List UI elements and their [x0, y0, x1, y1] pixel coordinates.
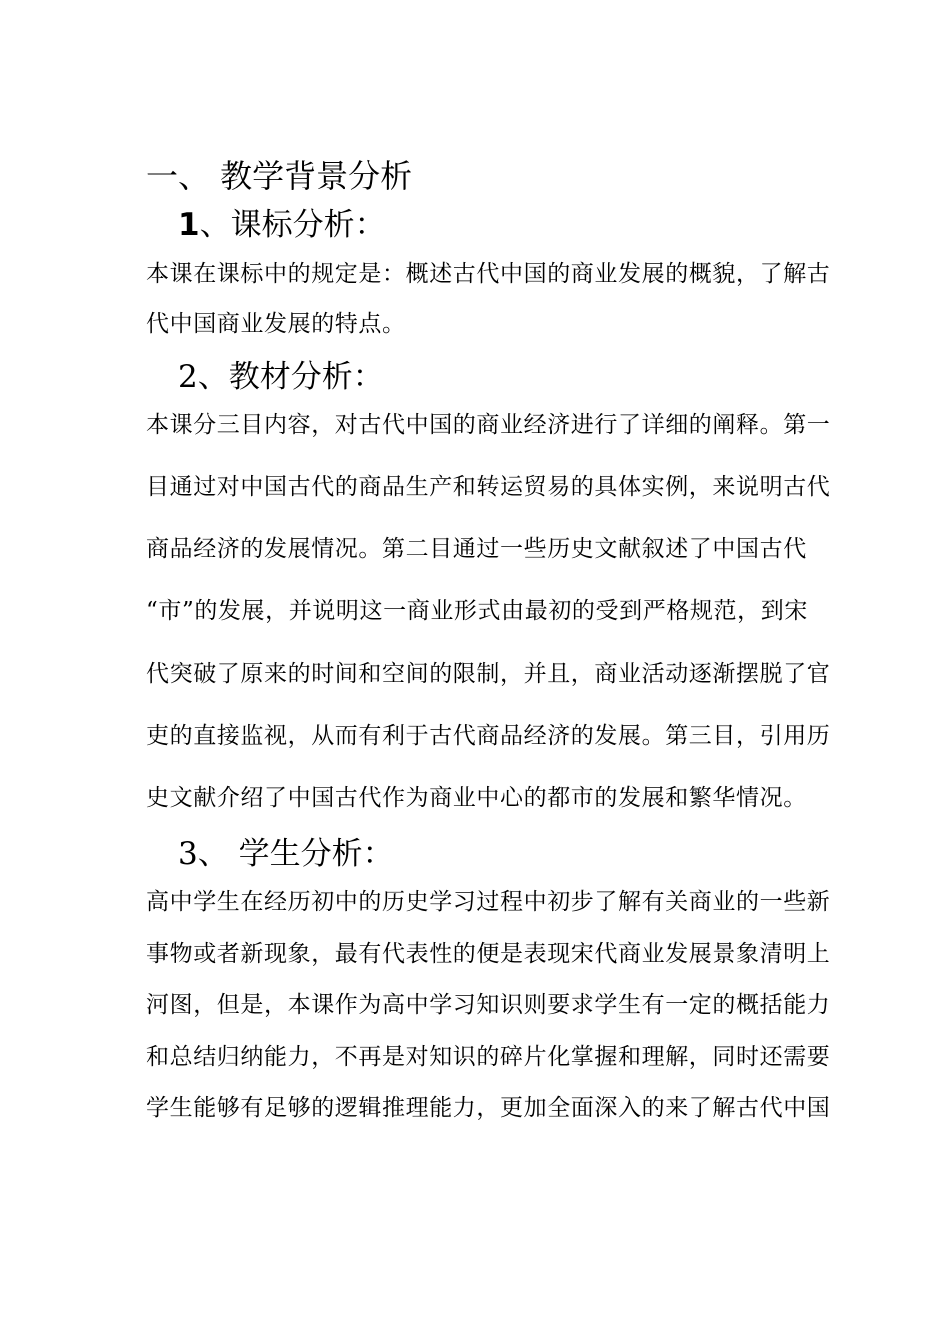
paragraph-2-line: 目通过对中国古代的商品生产和转运贸易的具体实例，来说明古代: [146, 474, 831, 500]
paragraph-3-line: 事物或者新现象，最有代表性的便是表现宋代商业发展景象清明上: [146, 941, 831, 967]
paragraph-3-line: 学生能够有足够的逻辑推理能力，更加全面深入的来了解古代中国: [146, 1095, 831, 1121]
paragraph-1-line: 代中国商业发展的特点。: [146, 311, 406, 337]
paragraph-2-line: 吏的直接监视，从而有利于古代商品经济的发展。第三目，引用历: [146, 723, 831, 749]
paragraph-2-line: “市”的发展，并说明这一商业形式由最初的受到严格规范，到宋: [146, 598, 808, 624]
subsection-2-heading: 2、教材分析：: [178, 359, 384, 395]
paragraph-1-line: 本课在课标中的规定是：概述古代中国的商业发展的概貌，了解古: [146, 261, 831, 287]
section-title: 一、 教学背景分析: [146, 157, 413, 195]
paragraph-2-line: 本课分三目内容，对古代中国的商业经济进行了详细的阐释。第一: [146, 412, 831, 438]
paragraph-2-line: 史文献介绍了中国古代作为商业中心的都市的发展和繁华情况。: [146, 785, 807, 811]
paragraph-3-line: 和总结归纳能力，不再是对知识的碎片化掌握和理解，同时还需要: [146, 1044, 831, 1070]
subsection-3-heading: 3、 学生分析：: [178, 836, 394, 872]
paragraph-3-line: 河图，但是，本课作为高中学习知识则要求学生有一定的概括能力: [146, 992, 831, 1018]
subsection-1-title: 、课标分析：: [199, 207, 386, 243]
paragraph-2-line: 商品经济的发展情况。第二目通过一些历史文献叙述了中国古代: [146, 536, 807, 562]
paragraph-2-line: 代突破了原来的时间和空间的限制，并且，商业活动逐渐摆脱了官: [146, 661, 831, 687]
subsection-1-heading: [178, 207, 386, 243]
paragraph-3-line: 高中学生在经历初中的历史学习过程中初步了解有关商业的一些新: [146, 889, 831, 915]
subsection-1-number: 1: [178, 207, 200, 243]
